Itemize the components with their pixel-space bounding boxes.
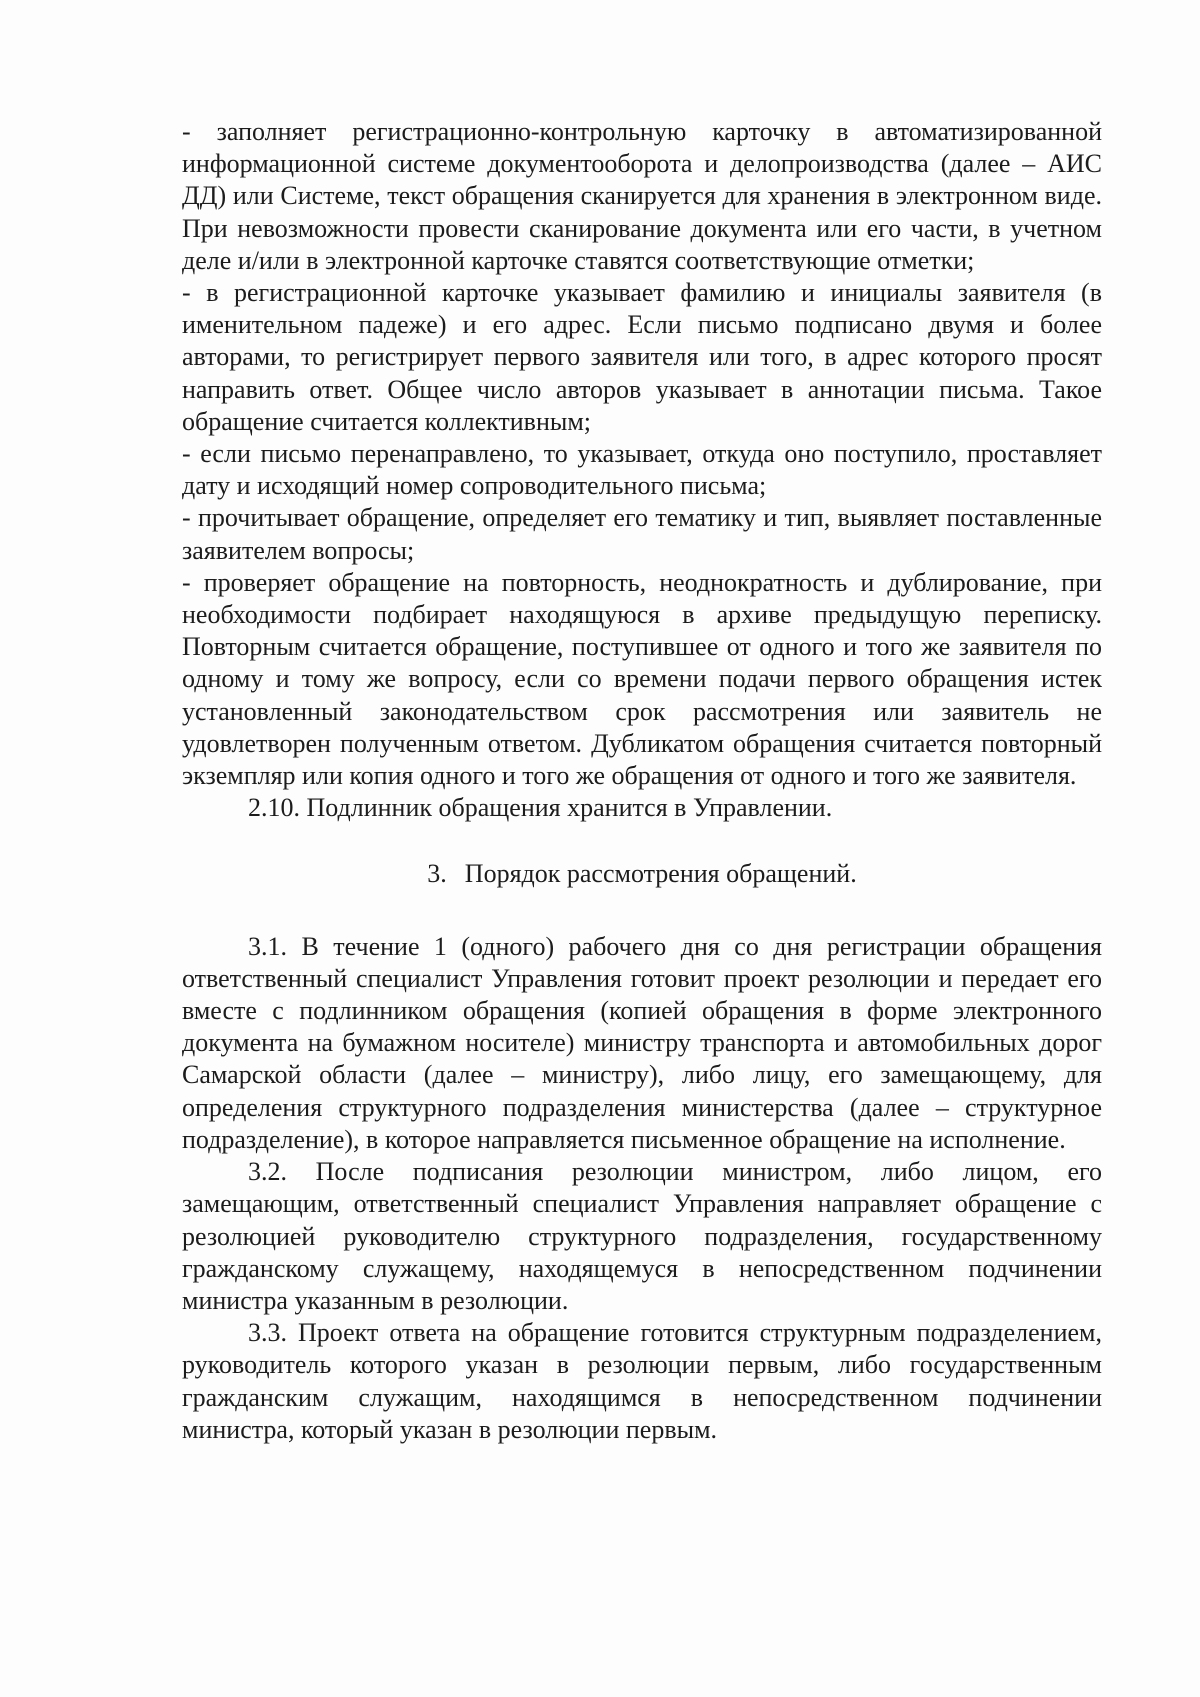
section-3-title: Порядок рассмотрения обращений. xyxy=(464,859,857,889)
paragraph-2-10: 2.10. Подлинник обращения хранится в Управлении. xyxy=(248,793,833,823)
paragraph-3-3: 3.3. Проект ответа на обращение готовится структурным подразделением, руководитель которого указан в резолюции первым, либо государственным гражданским служащим, находящимся в непосредственном подчинении министра, который указан в резолюции первым. xyxy=(182,1318,1102,1444)
list-item-applicant-name: - в регистрационной карточке указывает фамилию и инициалы заявителя (в именительном падеже) и его адрес. Если письмо подписано двумя и более авторами, то регистрирует первого заявителя или того, в адрес которого просят направить ответ. Общее число авторов указывает в аннотации письма. Такое обращение считается коллективным; xyxy=(182,278,1102,436)
paragraph-3-2: 3.2. После подписания резолюции министром, либо лицом, его замещающим, ответственный специалист Управления направляет обращение с резолюцией руководителю структурного подразделения, государственному гражданскому служащему, находящемуся в непосредственном подчинении министра указанным в резолюции. xyxy=(182,1157,1102,1315)
list-item-fill-card: - заполняет регистрационно-контрольную карточку в автоматизированной информационной системе документооборота и делопроизводства (далее – АИС ДД) или Системе, текст обращения сканируется для хранения в электронном виде. При невозможности провести сканирование документа или его части, в учетном деле и/или в электронной карточке ставятся соответствующие отметки; xyxy=(182,117,1102,275)
list-item-read-appeal: - прочитывает обращение, определяет его тематику и тип, выявляет поставленные заявителем вопросы; xyxy=(182,503,1102,565)
list-item-check-repeat: - проверяет обращение на повторность, неоднократность и дублирование, при необходимости подбирает находящуюся в архиве предыдущую переписку. Повторным считается обращение, поступившее от одного и того же заявителя по одному и тому же вопросу, если со времени подачи первого обращения истек установленный законодательством срок рассмотрения или заявитель не удовлетворен полученным ответом. Дубликатом обращения считается повторный экземпляр или копия одного и того же обращения от одного и того же заявителя. xyxy=(182,567,1102,791)
section-3-number: 3. xyxy=(427,859,447,889)
list-item-redirected-letter: - если письмо перенаправлено, то указывает, откуда оно поступило, проставляет дату и исходящий номер сопроводительного письма; xyxy=(182,439,1102,501)
document-body xyxy=(182,116,1102,1446)
paragraph-3-1: 3.1. В течение 1 (одного) рабочего дня со дня регистрации обращения ответственный специалист Управления готовит проект резолюции и передает его вместе с подлинником обращения (копией обращения в форме электронного документа на бумажном носителе) министру транспорта и автомобильных дорог Самарской области (далее – министру), либо лицу, его замещающему, для определения структурного подразделения министерства (далее – структурное подразделение), в которое направляется письменное обращение на исполнение. xyxy=(182,931,1102,1154)
section-3-heading xyxy=(182,858,1102,890)
